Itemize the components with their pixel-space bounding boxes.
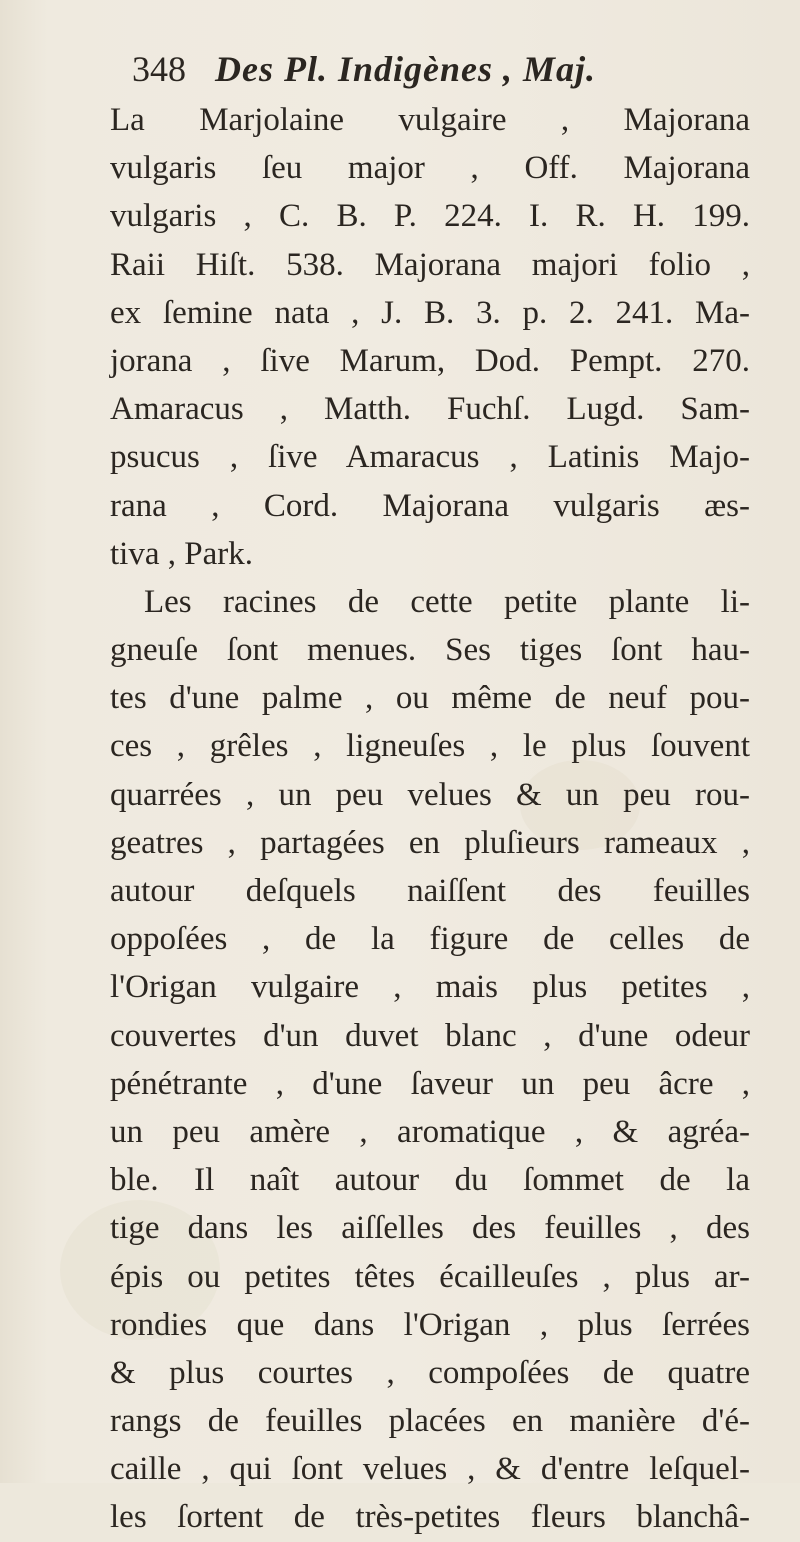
text-line: tes d'une palme , ou même de neuf pou- [110, 680, 750, 717]
body-text [110, 96, 750, 1542]
text-line: & plus courtes , compoſées de quatre [110, 1354, 750, 1391]
text-line: un peu amère , aromatique , & agréa- [110, 1113, 750, 1150]
text-line: vulgaris ſeu major , Off. Majorana [110, 150, 750, 187]
text-line: psucus , ſive Amaracus , Latinis Majo- [110, 439, 750, 476]
text-line: quarrées , un peu velues & un peu rou- [110, 776, 750, 813]
text-line: pénétrante , d'une ſaveur un peu âcre , [110, 1065, 750, 1102]
text-line: Raii Hiſt. 538. Majorana majori folio , [110, 246, 750, 283]
text-line: ex ſemine nata , J. B. 3. p. 2. 241. Ma- [110, 294, 750, 331]
text-line: oppoſées , de la figure de celles de [110, 921, 750, 958]
paragraph-first-line: Les racines de cette petite plante li- [144, 583, 750, 620]
running-header [132, 42, 752, 96]
text-line: les ſortent de très-petites fleurs blanchâ- [110, 1499, 750, 1536]
text-line: épis ou petites têtes écailleuſes , plus ar- [110, 1258, 750, 1295]
text-line: geatres , partagées en pluſieurs rameaux , [110, 824, 750, 861]
text-line: gneuſe ſont menues. Ses tiges ſont hau- [110, 632, 750, 669]
text-line: jorana , ſive Marum, Dod. Pempt. 270. [110, 342, 750, 379]
text-line: Amaracus , Matth. Fuchſ. Lugd. Sam- [110, 391, 750, 428]
text-line: rana , Cord. Majorana vulgaris æs- [110, 487, 750, 524]
text-line: rondies que dans l'Origan , plus ſerrées [110, 1306, 750, 1343]
text-line: couvertes d'un duvet blanc , d'une odeur [110, 1017, 750, 1054]
text-line: rangs de feuilles placées en manière d'é- [110, 1403, 750, 1440]
text-line: ces , grêles , ligneuſes , le plus ſouvent [110, 728, 750, 765]
text-line: l'Origan vulgaire , mais plus petites , [110, 969, 750, 1006]
text-line: caille , qui ſont velues , & d'entre leſquel- [110, 1451, 750, 1488]
text-line: La Marjolaine vulgaire , Majorana [110, 102, 750, 138]
text-line: autour deſquels naiſſent des feuilles [110, 873, 750, 909]
text-line: tiva , Park. [110, 535, 253, 572]
text-line: ble. Il naît autour du ſommet de la [110, 1162, 750, 1199]
text-line: tige dans les aiſſelles des feuilles , des [110, 1210, 750, 1247]
page-number: 348 [132, 49, 186, 89]
running-title: Des Pl. Indigènes , Maj. [215, 49, 597, 89]
text-line: vulgaris , C. B. P. 224. I. R. H. 199. [110, 198, 750, 235]
